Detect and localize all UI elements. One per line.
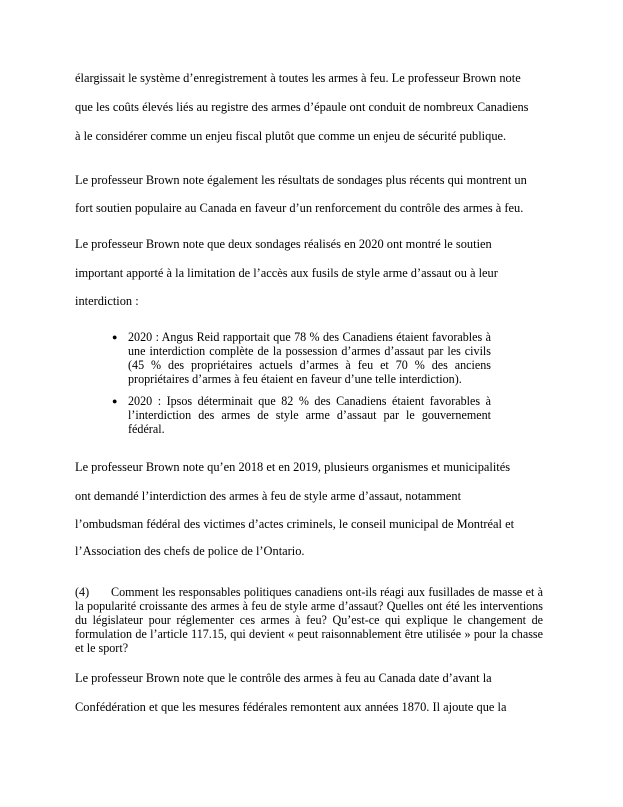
poll-results-list — [111, 330, 491, 444]
list-item — [111, 394, 491, 436]
paragraph-1-line-3: à le considérer comme un enjeu fiscal plutôt que comme un enjeu de sécurité publique. — [75, 129, 507, 143]
bullet-icon: ● — [112, 332, 118, 342]
paragraph-3-line-2: important apporté à la limitation de l’accès aux fusils de style arme d’assaut ou à leur — [75, 266, 498, 280]
bullet-icon: ● — [112, 396, 118, 406]
paragraph-2-line-2: fort soutien populaire au Canada en faveur d’un renforcement du contrôle des armes à feu. — [75, 201, 524, 215]
paragraph-4-line-1: Le professeur Brown note qu’en 2018 et en 2019, plusieurs organismes et municipalités — [75, 460, 511, 474]
paragraph-4-line-2: ont demandé l’interdiction des armes à feu de style arme d’assaut, notamment — [75, 489, 462, 503]
question-text: Comment les responsables politiques canadiens ont-ils réagi aux fusillades de masse et à la popularité croissante des armes à feu de style arme d’assaut? Quelles ont été les interventions du législateur pour réglementer ces armes à feu? Qu’est-ce qui explique le changement de formulation de l’article 117.15, qui devient « peut raisonnablement être utilisée » pour la chasse et le sport? — [75, 585, 543, 655]
list-item-text: 2020 : Angus Reid rapportait que 78 % des Canadiens étaient favorables à une interdiction complète de la possession d’armes d’assaut par les civils (45 % des propriétaires actuels d’armes à feu et 70 % des anciens propriétaires d’armes à feu étaient en faveur d’une telle interdiction). — [128, 330, 491, 386]
list-item — [111, 330, 491, 386]
paragraph-4-line-3: l’ombudsman fédéral des victimes d’actes criminels, le conseil municipal de Montréal et — [75, 517, 515, 531]
paragraph-4-line-4: l’Association des chefs de police de l’Ontario. — [75, 544, 305, 558]
list-item-text: 2020 : Ipsos déterminait que 82 % des Canadiens étaient favorables à l’interdiction des armes de style arme d’assaut par le gouvernement fédéral. — [128, 394, 491, 436]
paragraph-2-line-1: Le professeur Brown note également les résultats de sondages plus récents qui montrent un — [75, 173, 527, 187]
paragraph-5-line-1: Le professeur Brown note que le contrôle des armes à feu au Canada date d’avant la — [75, 671, 492, 685]
paragraph-3-line-1: Le professeur Brown note que deux sondages réalisés en 2020 ont montré le soutien — [75, 237, 492, 251]
question-number: (4) — [75, 585, 90, 599]
question-4 — [75, 585, 543, 655]
paragraph-3-line-3: interdiction : — [75, 294, 139, 308]
paragraph-1-line-2: que les coûts élevés liés au registre des armes d’épaule ont conduit de nombreux Canadiens — [75, 100, 529, 114]
paragraph-1-line-1: élargissait le système d’enregistrement à toutes les armes à feu. Le professeur Brown note — [75, 71, 521, 85]
paragraph-5-line-2: Confédération et que les mesures fédérales remontent aux années 1870. Il ajoute que la — [75, 700, 507, 714]
